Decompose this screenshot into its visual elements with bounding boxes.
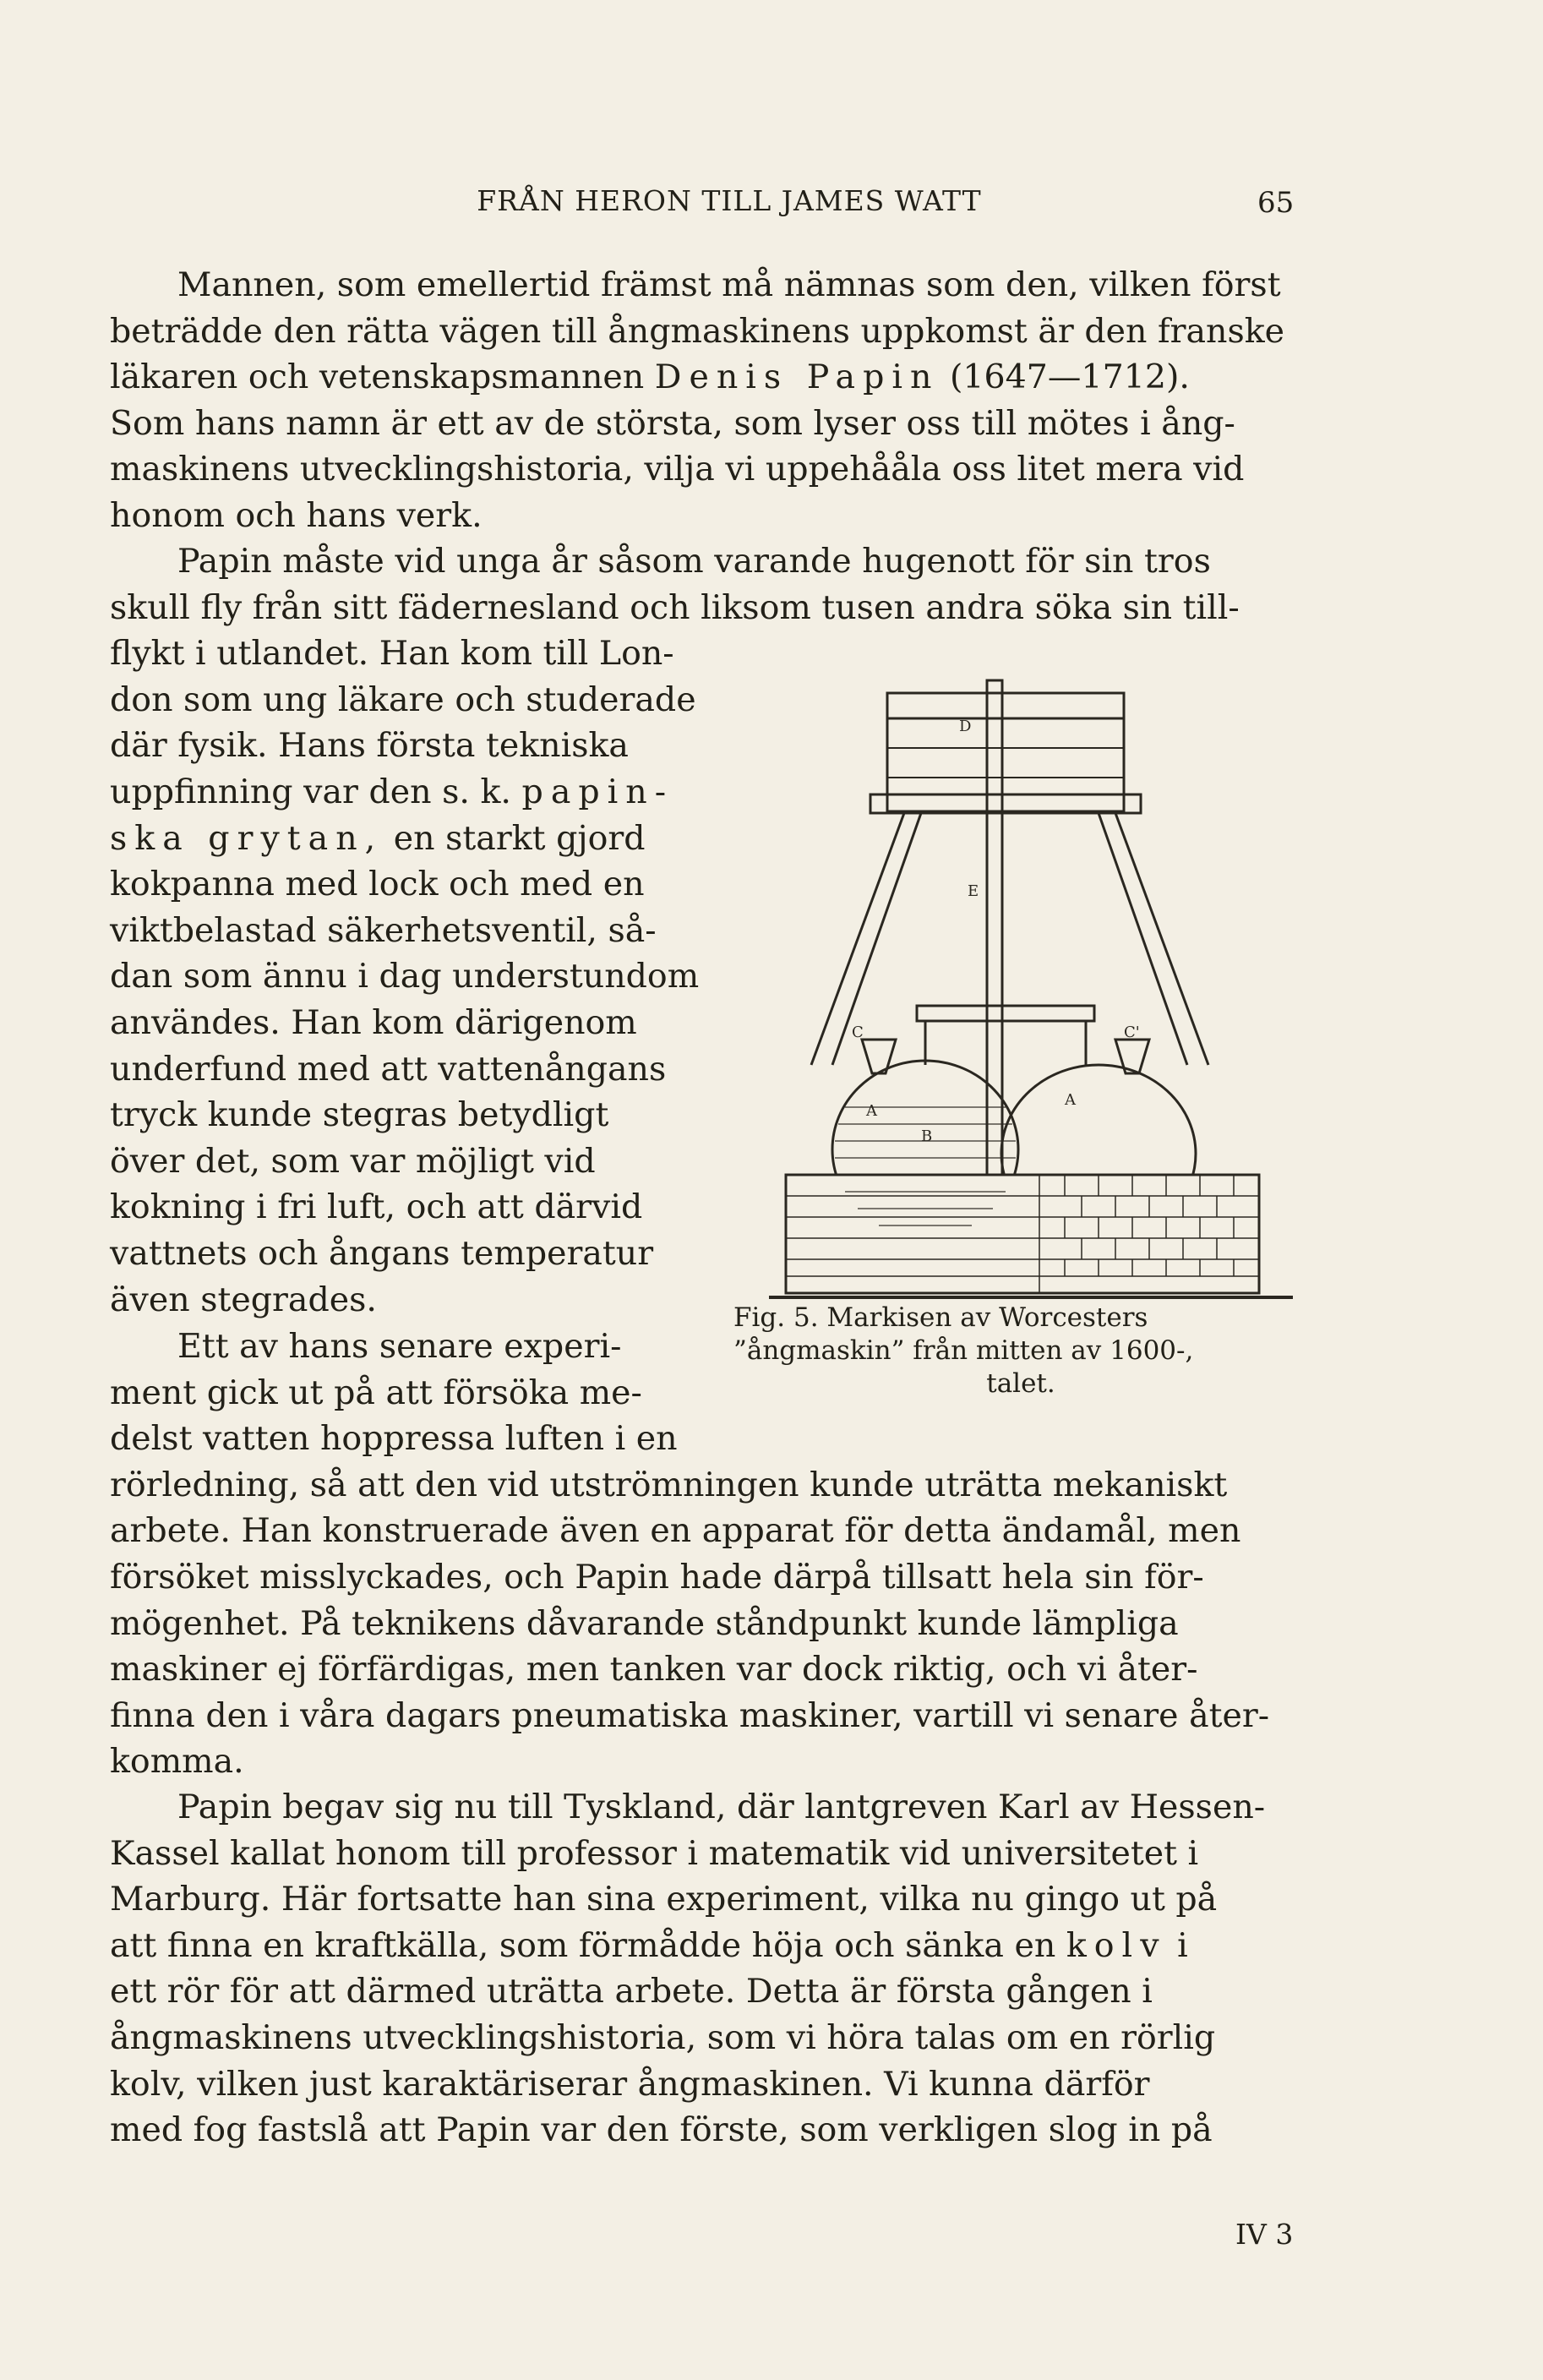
text-line: honom och hans verk.: [110, 495, 483, 535]
figure-caption: Fig. 5. Markisen av Worcesters ”ångmaskin” från mitten av 1600-, talet.: [733, 1302, 1194, 1399]
text-line: över det, som var möjligt vid: [110, 1141, 596, 1181]
paragraph-4: [110, 1784, 1310, 2153]
text-line: beträdde den rätta vägen till ångmaskinens uppkomst är den franske: [110, 311, 1285, 351]
text-line: användes. Han kom därigenom: [110, 1002, 637, 1042]
text-line: att finna en kraftkälla, som förmådde höja och sänka en kolv i: [110, 1925, 1188, 1965]
label-e: E: [968, 882, 979, 900]
text-line: arbete. Han konstruerade även en apparat för detta ändamål, men: [110, 1511, 1241, 1551]
text-line: rörledning, så att den vid utströmningen kunde uträtta mekaniskt: [110, 1465, 1228, 1504]
label-c-right: C': [1124, 1024, 1140, 1041]
text-line: flykt i utlandet. Han kom till Lon-: [110, 634, 674, 674]
text-line: Papin begav sig nu till Tyskland, där lantgreven Karl av Hessen-: [177, 1788, 1266, 1826]
text-line: ångmaskinens utvecklingshistoria, som vi höra talas om en rörlig: [110, 2017, 1216, 2057]
vertical-pipe: [987, 680, 1002, 1204]
text-line: kolv, vilken just karaktäriserar ångmaskinen. Vi kunna därför: [110, 2064, 1150, 2104]
signature-mark: IV 3: [1235, 2218, 1294, 2251]
text-line: viktbelastad säkerhetsventil, så-: [110, 910, 657, 950]
text-line: maskiner ej förfärdigas, men tanken var dock riktig, och vi åter-: [110, 1650, 1198, 1689]
label-d: D: [959, 718, 972, 735]
text-line: komma.: [110, 1742, 244, 1782]
figure-worcester-engine: [761, 668, 1310, 1310]
text-line: Som hans namn är ett av de största, som lyser oss till mötes i ång-: [110, 403, 1235, 443]
page-number: 65: [1257, 186, 1295, 220]
text-line: uppfinning var den s. k. papin-: [110, 772, 674, 811]
label-a-left: A: [866, 1102, 877, 1120]
text-line: Marburg. Här fortsatte han sina experiment, vilka nu gingo ut på: [110, 1880, 1218, 1919]
text-line: Mannen, som emellertid främst må nämnas som den, vilken först: [177, 265, 1281, 304]
text-line: ska grytan, en starkt gjord: [110, 818, 646, 858]
text-line: skull fly från sitt fädernesland och liksom tusen andra söka sin till-: [110, 587, 1240, 627]
text-line: maskinens utvecklingshistoria, vilja vi uppehååla oss litet mera vid: [110, 450, 1245, 489]
text-line: kokpanna med lock och med en: [110, 865, 645, 904]
text-line: don som ung läkare och studerade: [110, 680, 696, 719]
text-line: vattnets och ångans temperatur: [110, 1233, 654, 1273]
name-denis-papin: Denis Papin: [654, 358, 940, 397]
text-line: ett rör för att därmed uträtta arbete. Detta är första gången i: [110, 1972, 1153, 2012]
text-line: kokning i fri luft, och att därvid: [110, 1187, 643, 1227]
label-b: B: [921, 1127, 933, 1145]
text-line: dan som ännu i dag understundom: [110, 957, 700, 996]
text-line: delst vatten hoppressa luften i en: [110, 1419, 678, 1459]
text-line: även stegrades.: [110, 1280, 377, 1319]
text-line: med fog fastslå att Papin var den förste, som verkligen slog in på: [110, 2110, 1213, 2150]
running-head-title: FRÅN HERON TILL JAMES WATT: [477, 184, 982, 217]
text-line: tryck kunde stegras betydligt: [110, 1095, 609, 1135]
text-line: underfund med att vattenångans: [110, 1049, 667, 1089]
text-line: mögenhet. På teknikens dåvarande ståndpunkt kunde lämpliga: [110, 1603, 1179, 1643]
text-line: Ett av hans senare experi-: [177, 1327, 622, 1366]
brick-furnace: [786, 1175, 1259, 1293]
text-line: försöket misslyckades, och Papin hade därpå tillsatt hela sin för-: [110, 1557, 1204, 1597]
text-line: Papin måste vid unga år såsom varande hugenott för sin tros: [177, 542, 1211, 581]
text-line: Kassel kallat honom till professor i matematik vid universitetet i: [110, 1833, 1199, 1873]
text-line: ment gick ut på att försöka me-: [110, 1373, 642, 1412]
text-line: läkaren och vetenskapsmannen Denis Papin (1647—1712).: [110, 358, 1190, 397]
text-line: där fysik. Hans första tekniska: [110, 726, 629, 766]
label-c-left: C: [852, 1024, 864, 1041]
text-line: finna den i våra dagars pneumatiska maskiner, vartill vi senare åter-: [110, 1695, 1270, 1735]
engine-illustration: [761, 668, 1310, 1310]
paragraph-1: [110, 262, 1310, 539]
label-a-right: A: [1065, 1091, 1076, 1109]
